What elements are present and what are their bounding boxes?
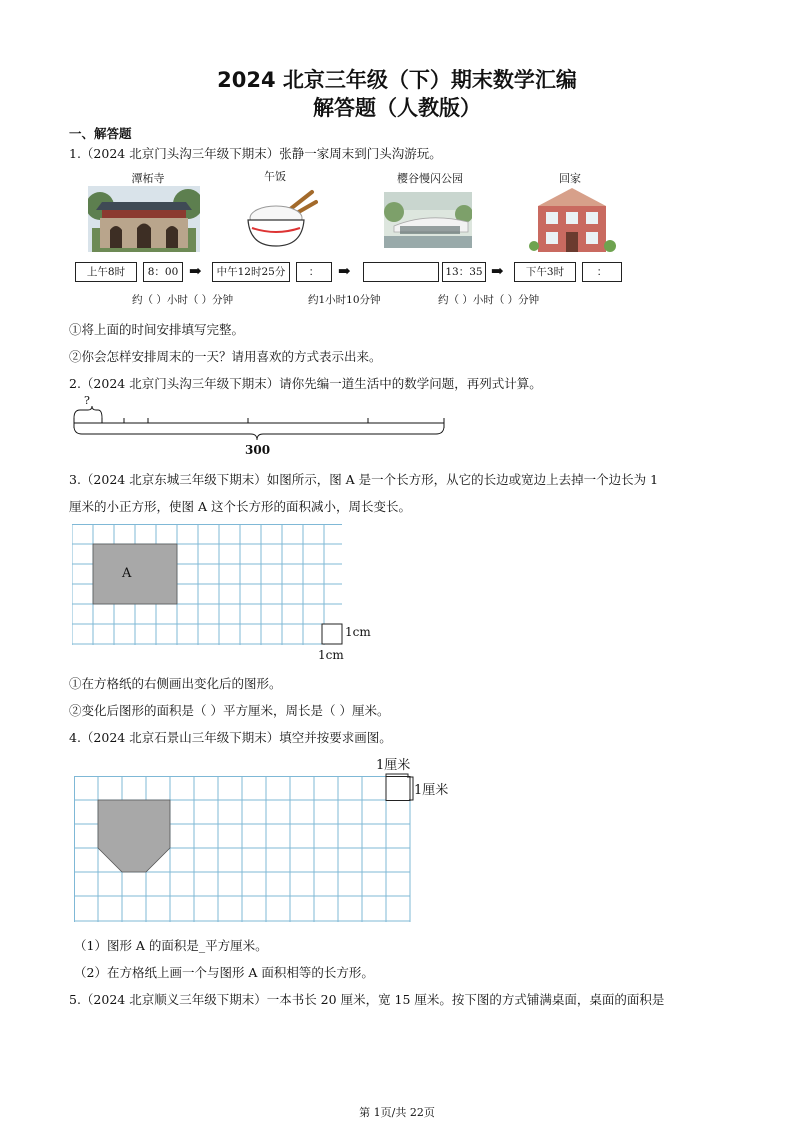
time-box-7[interactable]: 下午3时 [514,262,576,282]
duration-note-3: 约（ ）小时（ ）分钟 [438,294,540,306]
q3-unit-vertical: 1cm [345,625,371,639]
page-subtitle: 解答题（人教版） [313,96,481,120]
time-box-2[interactable]: 8：00 [143,262,183,282]
time-box-3[interactable]: 中午12时25分 [212,262,290,282]
q1-task2: ②你会怎样安排周末的一天？请用喜欢的方式表示出来。 [69,349,382,364]
q2-question-mark: ? [84,394,90,407]
q3-task2: ②变化后图形的面积是（ ）平方厘米，周长是（ ）厘米。 [69,703,390,718]
q4-prompt: 4.（2024 北京石景山三年级下期末）填空并按要求画图。 [69,730,392,745]
q5-prompt: 5.（2024 北京顺义三年级下期末）一本书长 20 厘米，宽 15 厘米。按下图的方式铺满桌面，桌面的面积是 [69,992,665,1007]
time-box-6[interactable]: 13：35 [442,262,486,282]
rice-bowl-image [242,188,318,250]
house-image [528,184,616,254]
q3-grid-paper[interactable] [72,524,344,646]
page-number: 第 1页/共 22页 [359,1106,435,1119]
park-image [384,192,472,248]
q3-prompt-line1: 3.（2024 北京东城三年级下期末）如图所示，图 A 是一个长方形，从它的长边或宽边上去掉一个边长为 1 [69,472,659,487]
arrow-right-icon: ➡ [189,262,202,280]
page-title: 2024 北京三年级（下）期末数学汇编 [217,68,577,92]
arrow-right-icon: ➡ [491,262,504,280]
temple-image [88,186,200,252]
q4-unit-vertical: 1厘米 [414,783,449,798]
section-heading: 一、解答题 [69,126,132,141]
time-box-4[interactable]: ： [296,262,332,282]
q4-unit-bracket-horizontal [384,770,424,780]
q4-unit-horizontal: 1厘米 [376,758,411,773]
q2-prompt: 2.（2024 北京门头沟三年级下期末）请你先编一道生活中的数学问题，再列式计算。 [69,376,542,391]
picture-label-park: 樱谷慢闪公园 [397,172,463,185]
q3-task1: ①在方格纸的右侧画出变化后的图形。 [69,676,282,691]
q3-unit-horizontal: 1cm [318,648,344,662]
q3-shape-label: A [122,566,132,581]
q2-total-label: 300 [245,443,271,457]
time-box-1[interactable]: 上午8时 [75,262,137,282]
q1-task1: ①将上面的时间安排填写完整。 [69,322,245,337]
q4-grid-paper[interactable] [74,776,414,924]
duration-note-2: 约1小时10分钟 [308,294,381,306]
picture-label-temple: 潭柘寺 [131,172,165,185]
duration-note-1: 约（ ）小时（ ）分钟 [132,294,234,306]
time-box-5[interactable] [363,262,439,282]
arrow-right-icon: ➡ [338,262,351,280]
q4-unit-bracket-vertical [408,776,416,806]
q4-task1: （1）图形 A 的面积是_平方厘米。 [74,938,268,953]
time-box-8[interactable]: ： [582,262,622,282]
q4-task2: （2）在方格纸上画一个与图形 A 面积相等的长方形。 [74,965,374,980]
picture-label-lunch: 午饭 [264,170,286,183]
picture-label-home: 回家 [559,172,581,185]
q2-segment-diagram [68,398,450,442]
q1-prompt: 1.（2024 北京门头沟三年级下期末）张静一家周末到门头沟游玩。 [69,146,442,161]
q3-prompt-line2: 厘米的小正方形，使图 A 这个长方形的面积减小，周长变长。 [69,499,411,514]
